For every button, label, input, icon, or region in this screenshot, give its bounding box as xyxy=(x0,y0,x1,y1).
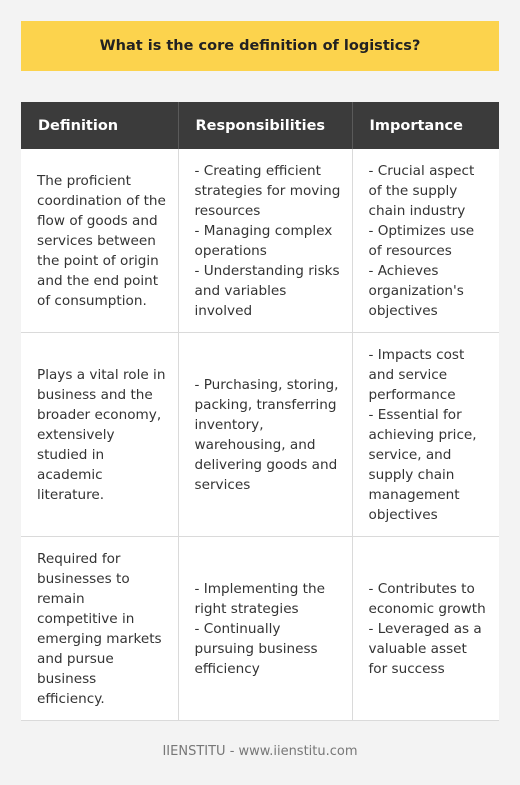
table-row xyxy=(21,333,499,537)
cell-definition: Required for businesses to remain competitive in emerging markets and pursue business efficiency. xyxy=(21,537,178,721)
cell-definition: Plays a vital role in business and the broader economy, extensively studied in academic literature. xyxy=(21,333,178,537)
page-title: What is the core definition of logistics? xyxy=(99,38,421,54)
footer-credit: IIENSTITU - www.iienstitu.com xyxy=(162,744,358,759)
cell-importance: - Contributes to economic growth - Leveraged as a valuable asset for success xyxy=(352,537,499,721)
header-importance: Importance xyxy=(352,102,499,149)
header-responsibilities: Responsibilities xyxy=(178,102,352,149)
title-banner xyxy=(21,21,499,71)
cell-responsibilities: - Purchasing, storing, packing, transferring inventory, warehousing, and delivering goods and services xyxy=(178,333,352,537)
table-row xyxy=(21,149,499,333)
logistics-table xyxy=(21,102,499,721)
table-row xyxy=(21,537,499,721)
cell-importance: - Crucial aspect of the supply chain industry - Optimizes use of resources - Achieves organization's objectives xyxy=(352,149,499,333)
header-definition: Definition xyxy=(21,102,178,149)
cell-responsibilities: - Implementing the right strategies - Continually pursuing business efficiency xyxy=(178,537,352,721)
table-header-row xyxy=(21,102,499,149)
cell-responsibilities: - Creating efficient strategies for moving resources - Managing complex operations - Understanding risks and variables involved xyxy=(178,149,352,333)
cell-definition: The proficient coordination of the flow of goods and services between the point of origin and the end point of consumption. xyxy=(21,149,178,333)
cell-importance: - Impacts cost and service performance - Essential for achieving price, service, and supply chain management objectives xyxy=(352,333,499,537)
